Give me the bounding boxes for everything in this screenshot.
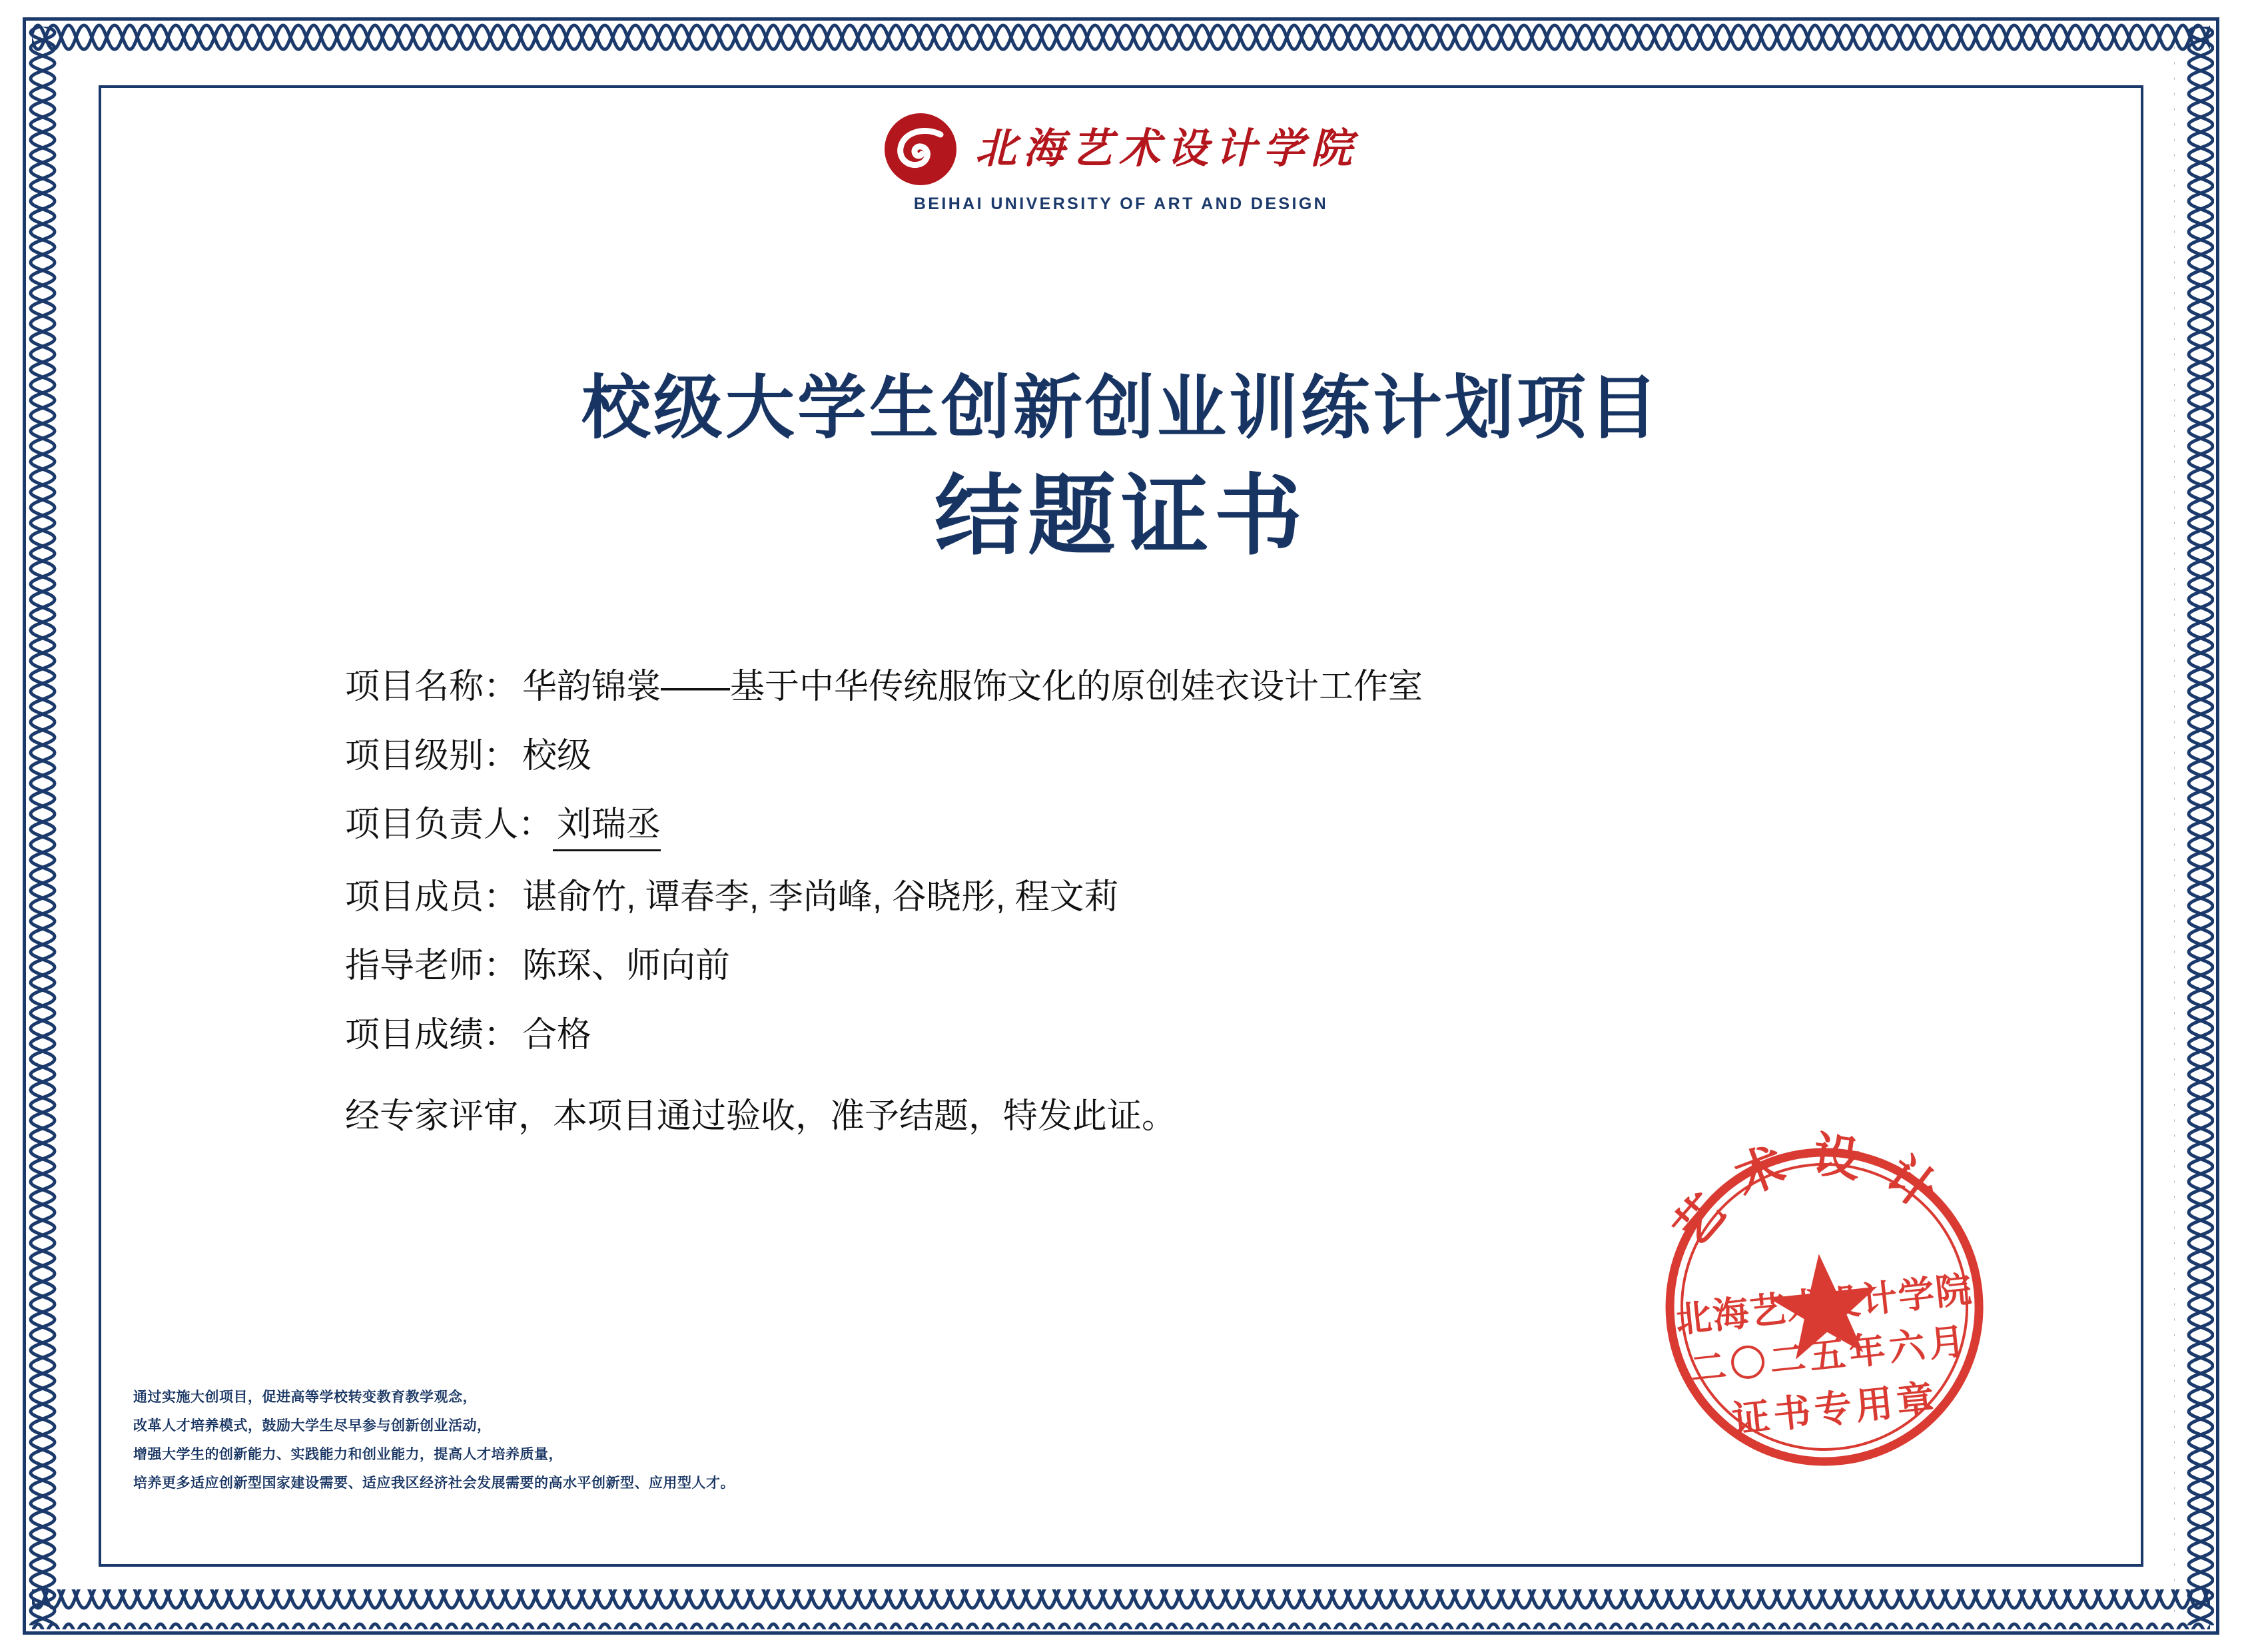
svg-text:艺术设计: 艺术设计	[1663, 1128, 1964, 1256]
field-row	[345, 1013, 1944, 1058]
field-value-project-level: 校级	[522, 736, 592, 775]
field-value-advisors: 陈琛、师向前	[522, 947, 731, 986]
field-label-project-members: 项目成员：	[345, 877, 519, 917]
certificate-title-line2: 结题证书	[934, 468, 1308, 566]
footer-note-line2: 改革人才培养模式，鼓励大学生尽早参与创新创业活动，	[133, 1417, 492, 1434]
field-value-grade: 合格	[522, 1015, 592, 1054]
field-value-project-leader: 刘瑞丞	[553, 803, 661, 851]
spiral-wave-logo-icon	[883, 112, 958, 187]
field-label-project-leader: 项目负责人：	[345, 805, 554, 845]
footer-note-line3: 增强大学生的创新能力、实践能力和创业能力，提高人才培养质量，	[133, 1446, 563, 1462]
field-row	[345, 803, 1944, 851]
seal-purpose-text: 证书专用章	[1730, 1378, 1940, 1442]
field-label-grade: 项目成绩：	[345, 1015, 519, 1054]
seal-organization-text: 北海艺术设计学院	[1673, 1269, 1975, 1341]
field-row	[345, 734, 1944, 779]
field-row	[345, 665, 1944, 710]
certificate-statement: 经专家评审，本项目通过验收，准予结题，特发此证。	[345, 1096, 1177, 1136]
field-row	[345, 944, 1944, 989]
field-value-project-members: 谌俞竹, 谭春李, 李尚峰, 谷晓彤, 程文莉	[522, 877, 1119, 917]
field-label-project-level: 项目级别：	[345, 736, 519, 775]
field-value-project-name: 华韵锦裳——基于中华传统服饰文化的原创娃衣设计工作室	[522, 667, 1423, 706]
round-red-stamp-icon	[1605, 1094, 2042, 1507]
institution-name-en: BEIHAI UNIVERSITY OF ART AND DESIGN	[913, 195, 1329, 213]
seal-date-text: 二〇二五年六月	[1688, 1320, 1971, 1390]
field-label-advisors: 指导老师：	[345, 947, 519, 986]
certificate-content	[99, 85, 2143, 1567]
logo-row	[883, 112, 1359, 187]
field-row	[345, 875, 1944, 921]
certificate-title-line1: 校级大学生创新创业训练计划项目	[581, 370, 1661, 447]
footer-note-line4: 培养更多适应创新型国家建设需要、适应我区经济社会发展需要的高水平创新型、应用型人才。	[133, 1474, 735, 1491]
footer-note	[133, 1383, 735, 1497]
certificate-fields	[345, 665, 1944, 1138]
footer-note-line1: 通过实施大创项目，促进高等学校转变教育教学观念，	[133, 1388, 477, 1405]
institution-name-cn: 北海艺术设计学院	[974, 127, 1359, 172]
institution-logo-block	[99, 112, 2143, 214]
field-label-project-name: 项目名称：	[345, 667, 519, 706]
